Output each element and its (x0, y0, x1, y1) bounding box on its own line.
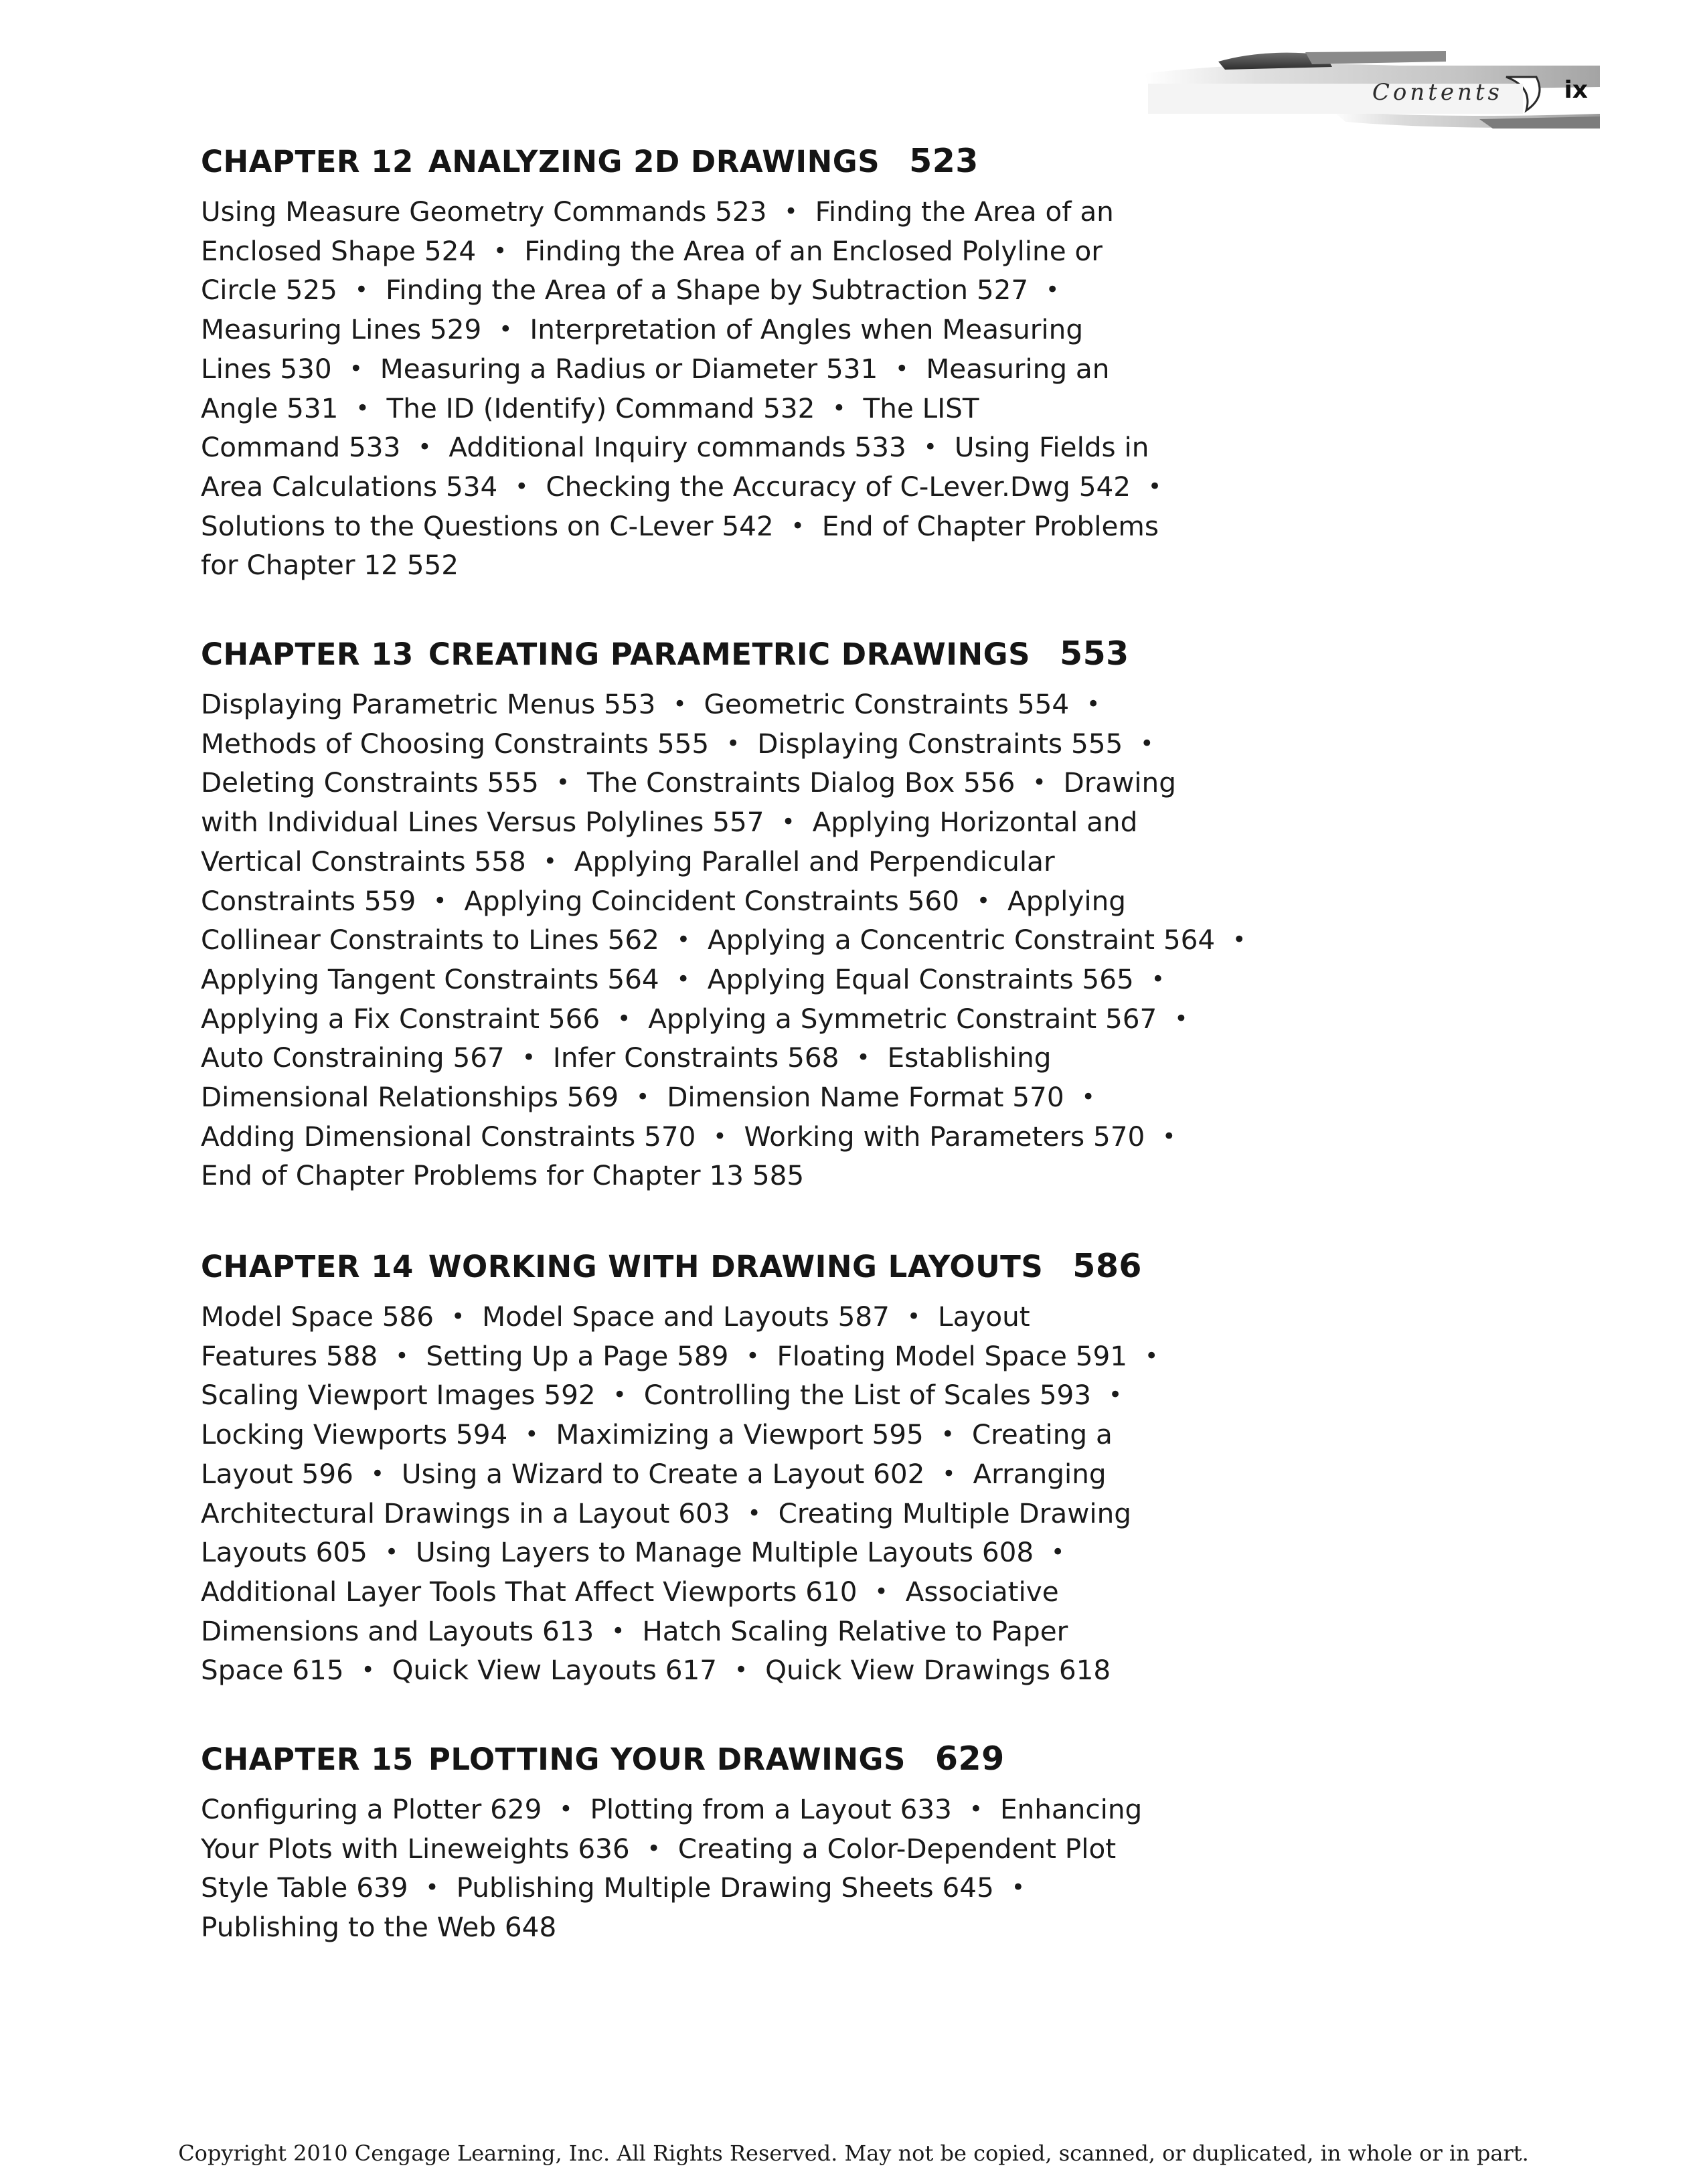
bullet-separator-icon: • (1232, 926, 1246, 954)
toc-line (201, 428, 1245, 467)
bullet-separator-icon: • (451, 1303, 465, 1330)
bullet-separator-icon: • (355, 394, 370, 422)
toc-line (201, 310, 1245, 349)
chapter-heading (201, 1740, 1245, 1779)
bullet-separator-icon: • (559, 1796, 573, 1823)
bullet-separator-icon: • (1174, 1005, 1188, 1032)
chapter-topics (201, 1297, 1245, 1690)
toc-line (201, 842, 1245, 881)
chapter-topics (201, 1790, 1245, 1947)
toc-line (201, 1908, 1245, 1947)
copyright-footer: Copyright 2010 Cengage Learning, Inc. All Rights Reserved. May not be copied, scanned, or duplicated, in whole or in part. (178, 2140, 1529, 2166)
chapter-number: CHAPTER 14 (201, 1249, 414, 1284)
toc-entry: Enclosed Shape 524 (201, 234, 477, 267)
toc-line (201, 1078, 1245, 1117)
chapter-number: CHAPTER 13 (201, 637, 414, 672)
toc-entry: Area Calculations 534 (201, 470, 498, 503)
bullet-separator-icon: • (734, 1657, 748, 1684)
toc-line (201, 1375, 1245, 1415)
toc-line (201, 881, 1245, 921)
bullet-separator-icon: • (1148, 473, 1162, 500)
toc-line (201, 389, 1245, 428)
toc-line (201, 920, 1245, 960)
toc-entry: Your Plots with Lineweights 636 (201, 1832, 630, 1865)
toc-line (201, 1533, 1245, 1572)
bullet-separator-icon: • (543, 847, 557, 875)
bullet-separator-icon: • (1140, 730, 1154, 757)
toc-line (201, 1156, 1245, 1195)
chapter-topics (201, 192, 1245, 585)
toc-entry: Measuring Lines 529 (201, 313, 482, 346)
toc-entry: Architectural Drawings in a Layout 603 (201, 1497, 730, 1529)
toc-entry: Using Measure Geometry Commands 523 (201, 195, 767, 228)
bullet-separator-icon: • (874, 1578, 888, 1605)
bullet-separator-icon: • (673, 691, 687, 718)
toc-entry: Interpretation of Angles when Measuring (530, 313, 1084, 346)
bullet-separator-icon: • (1151, 965, 1165, 993)
toc-entry: Applying Tangent Constraints 564 (201, 962, 659, 995)
bullet-separator-icon: • (636, 1084, 650, 1111)
bullet-separator-icon: • (418, 434, 432, 461)
bullet-separator-icon: • (525, 1421, 539, 1448)
toc-entry: Angle 531 (201, 392, 339, 424)
toc-entry: Style Table 639 (201, 1871, 408, 1904)
bullet-separator-icon: • (726, 730, 740, 757)
toc-entry: Applying Coincident Constraints 560 (464, 884, 959, 917)
toc-entry: Additional Layer Tools That Affect Viewports 610 (201, 1575, 858, 1608)
toc-entry: Infer Constraints 568 (552, 1041, 839, 1074)
toc-line (201, 545, 1245, 585)
chapter-heading (201, 1247, 1245, 1286)
toc-entry: Using Layers to Manage Multiple Layouts 608 (416, 1536, 1034, 1569)
header-ribbon-graphic (1131, 47, 1600, 134)
toc-line (201, 763, 1245, 803)
bullet-separator-icon: • (361, 1657, 375, 1684)
toc-entry: Applying (1007, 884, 1127, 917)
toc-line (201, 1415, 1245, 1454)
bullet-separator-icon: • (349, 355, 363, 382)
toc-entry: Finding the Area of an Enclosed Polyline or (524, 234, 1103, 267)
bullet-separator-icon: • (969, 1796, 983, 1823)
bullet-separator-icon: • (832, 394, 846, 422)
chapter-topics (201, 685, 1245, 1195)
toc-entry: Setting Up a Page 589 (426, 1339, 729, 1372)
bullet-separator-icon: • (425, 1874, 439, 1902)
bullet-separator-icon: • (747, 1499, 761, 1527)
toc-entry: Dimension Name Format 570 (667, 1081, 1064, 1114)
bullet-separator-icon: • (941, 1421, 955, 1448)
toc-entry: Measuring an (926, 352, 1110, 385)
chapter-start-page: 586 (1072, 1247, 1143, 1285)
bullet-separator-icon: • (976, 887, 991, 914)
toc-entry: Using Fields in (954, 431, 1149, 464)
bullet-separator-icon: • (1051, 1539, 1065, 1566)
toc-entry: Measuring a Radius or Diameter 531 (380, 352, 878, 385)
toc-entry: Quick View Layouts 617 (392, 1654, 717, 1687)
toc-entry: Creating Multiple Drawing (778, 1497, 1131, 1529)
toc-entry: Lines 530 (201, 352, 332, 385)
toc-line (201, 724, 1245, 764)
toc-entry: Applying a Symmetric Constraint 567 (648, 1002, 1157, 1035)
toc-entry: Features 588 (201, 1339, 378, 1372)
toc-entry: Command 533 (201, 431, 401, 464)
bullet-separator-icon: • (354, 276, 368, 304)
toc-entry: Applying a Concentric Constraint 564 (707, 924, 1216, 956)
toc-entry: Publishing Multiple Drawing Sheets 645 (456, 1871, 994, 1904)
toc-entry: Scaling Viewport Images 592 (201, 1379, 596, 1412)
chapter-start-page: 629 (934, 1740, 1005, 1778)
chapter-number: CHAPTER 15 (201, 1742, 414, 1777)
toc-entry: Applying Equal Constraints 565 (707, 962, 1134, 995)
chapter-title: PLOTTING YOUR DRAWINGS (428, 1742, 906, 1777)
toc-line (201, 1494, 1245, 1533)
bullet-separator-icon: • (433, 887, 447, 914)
bullet-separator-icon: • (370, 1460, 384, 1487)
toc-entry: Layouts 605 (201, 1536, 368, 1569)
toc-entry: Constraints 559 (201, 884, 416, 917)
toc-line (201, 1829, 1245, 1869)
toc-entry: Applying a Fix Constraint 566 (201, 1002, 600, 1035)
toc-line (201, 270, 1245, 310)
bullet-separator-icon: • (556, 769, 570, 796)
chapter-start-page: 553 (1059, 635, 1129, 673)
toc-line (201, 232, 1245, 271)
toc-line (201, 685, 1245, 724)
bullet-separator-icon: • (493, 237, 507, 264)
bullet-separator-icon: • (395, 1342, 409, 1369)
chapter-number: CHAPTER 12 (201, 144, 414, 179)
toc-line (201, 1454, 1245, 1494)
toc-line (201, 1651, 1245, 1690)
toc-entry: Configuring a Plotter 629 (201, 1793, 542, 1825)
bullet-separator-icon: • (942, 1460, 956, 1487)
toc-entry: Circle 525 (201, 274, 337, 307)
toc-entry: End of Chapter Problems for Chapter 13 585 (201, 1159, 805, 1192)
toc-entry: Model Space and Layouts 587 (482, 1300, 890, 1333)
bullet-separator-icon: • (647, 1835, 661, 1862)
toc-line (201, 960, 1245, 999)
toc-entry: Dimensions and Layouts 613 (201, 1614, 594, 1647)
toc-entry: Checking the Accuracy of C-Lever.Dwg 542 (546, 470, 1131, 503)
toc-line (201, 1117, 1245, 1157)
toc-entry: Applying Parallel and Perpendicular (574, 845, 1055, 877)
toc-entry: The LIST (863, 392, 979, 424)
toc-entry: Creating a Color-Dependent Plot (677, 1832, 1117, 1865)
toc-entry: with Individual Lines Versus Polylines 557 (201, 806, 764, 839)
bullet-separator-icon: • (676, 926, 690, 954)
toc-entry: Vertical Constraints 558 (201, 845, 526, 877)
chapter-title: WORKING WITH DRAWING LAYOUTS (428, 1249, 1044, 1284)
toc-entry: The Constraints Dialog Box 556 (586, 766, 1015, 799)
toc-entry: for Chapter 12 552 (201, 549, 459, 582)
toc-line (201, 349, 1245, 389)
bullet-separator-icon: • (1145, 1342, 1159, 1369)
bullet-separator-icon: • (1086, 691, 1101, 718)
toc-entry: The ID (Identify) Command 532 (386, 392, 815, 424)
toc-entry: Using a Wizard to Create a Layout 602 (401, 1457, 925, 1490)
chapter-section (201, 1740, 1245, 1947)
toc-line (201, 1612, 1245, 1651)
toc-entry: Layout 596 (201, 1457, 353, 1490)
toc-entry: Additional Inquiry commands 533 (449, 431, 906, 464)
bullet-separator-icon: • (1046, 276, 1060, 304)
toc-entry: Space 615 (201, 1654, 344, 1687)
toc-line (201, 192, 1245, 232)
toc-line (201, 1572, 1245, 1612)
toc-line (201, 507, 1245, 546)
toc-entry: Dimensional Relationships 569 (201, 1081, 619, 1114)
toc-entry: Hatch Scaling Relative to Paper (642, 1614, 1068, 1647)
toc-entry: Floating Model Space 591 (777, 1339, 1128, 1372)
bullet-separator-icon: • (781, 809, 795, 836)
toc-entry: Working with Parameters 570 (744, 1120, 1145, 1153)
bullet-separator-icon: • (791, 512, 805, 539)
toc-entry: Publishing to the Web 648 (201, 1911, 557, 1944)
toc-entry: Model Space 586 (201, 1300, 434, 1333)
toc-entry: Creating a (971, 1418, 1113, 1451)
toc-line (201, 1038, 1245, 1078)
toc-line (201, 999, 1245, 1039)
bullet-separator-icon: • (895, 355, 909, 382)
bullet-separator-icon: • (611, 1617, 625, 1645)
toc-entry: Layout (938, 1300, 1030, 1333)
chapter-heading (201, 142, 1245, 181)
bullet-separator-icon: • (1162, 1122, 1176, 1150)
chapter-section (201, 635, 1245, 1195)
bullet-separator-icon: • (521, 1044, 536, 1072)
bullet-separator-icon: • (746, 1342, 760, 1369)
bullet-separator-icon: • (1011, 1874, 1025, 1902)
toc-entry: Displaying Constraints 555 (757, 727, 1123, 760)
toc-line (201, 467, 1245, 507)
toc-entry: Auto Constraining 567 (201, 1041, 505, 1074)
bullet-separator-icon: • (499, 316, 513, 343)
bullet-separator-icon: • (1109, 1381, 1123, 1409)
bullet-separator-icon: • (1081, 1084, 1095, 1111)
toc-entry: Displaying Parametric Menus 553 (201, 688, 656, 720)
toc-entry: Drawing (1063, 766, 1176, 799)
toc-line (201, 803, 1245, 842)
bullet-separator-icon: • (923, 434, 937, 461)
toc-entry: Quick View Drawings 618 (765, 1654, 1111, 1687)
chapter-section (201, 1247, 1245, 1690)
toc-line (201, 1790, 1245, 1829)
chapter-section (201, 142, 1245, 585)
toc-entry: Controlling the List of Scales 593 (643, 1379, 1092, 1412)
running-header (1131, 47, 1600, 134)
toc-entry: Enhancing (999, 1793, 1143, 1825)
bullet-separator-icon: • (515, 473, 529, 500)
toc-entry: Methods of Choosing Constraints 555 (201, 727, 710, 760)
toc-line (201, 1337, 1245, 1376)
bullet-separator-icon: • (906, 1303, 920, 1330)
toc-entry: Adding Dimensional Constraints 570 (201, 1120, 696, 1153)
bullet-separator-icon: • (713, 1122, 727, 1150)
toc-entry: Finding the Area of an (815, 195, 1114, 228)
toc-entry: Arranging (973, 1457, 1107, 1490)
bullet-separator-icon: • (1032, 769, 1046, 796)
toc-entry: Associative (905, 1575, 1059, 1608)
toc-entry: Geometric Constraints 554 (704, 688, 1070, 720)
bullet-separator-icon: • (784, 198, 798, 225)
chapter-start-page: 523 (909, 142, 979, 180)
toc-entry: Finding the Area of a Shape by Subtraction 527 (385, 274, 1029, 307)
chapter-heading (201, 635, 1245, 674)
bullet-separator-icon: • (384, 1539, 399, 1566)
toc-line (201, 1297, 1245, 1337)
bullet-separator-icon: • (617, 1005, 631, 1032)
toc-line (201, 1868, 1245, 1908)
bullet-separator-icon: • (676, 965, 690, 993)
toc-entry: Deleting Constraints 555 (201, 766, 539, 799)
header-page-number: ix (1564, 76, 1588, 104)
toc-entry: Solutions to the Questions on C-Lever 542 (201, 509, 774, 542)
chapter-title: CREATING PARAMETRIC DRAWINGS (428, 637, 1030, 672)
bullet-separator-icon: • (613, 1381, 627, 1409)
toc-entry: Plotting from a Layout 633 (590, 1793, 952, 1825)
toc-entry: Applying Horizontal and (812, 806, 1138, 839)
toc-entry: Collinear Constraints to Lines 562 (201, 924, 659, 956)
toc-entry: Establishing (887, 1041, 1052, 1074)
header-section-label: Contents (1372, 79, 1503, 106)
toc-entry: Locking Viewports 594 (201, 1418, 508, 1451)
bullet-separator-icon: • (856, 1044, 870, 1072)
toc-entry: Maximizing a Viewport 595 (556, 1418, 924, 1451)
toc-entry: End of Chapter Problems (821, 509, 1159, 542)
chapter-title: ANALYZING 2D DRAWINGS (428, 144, 880, 179)
